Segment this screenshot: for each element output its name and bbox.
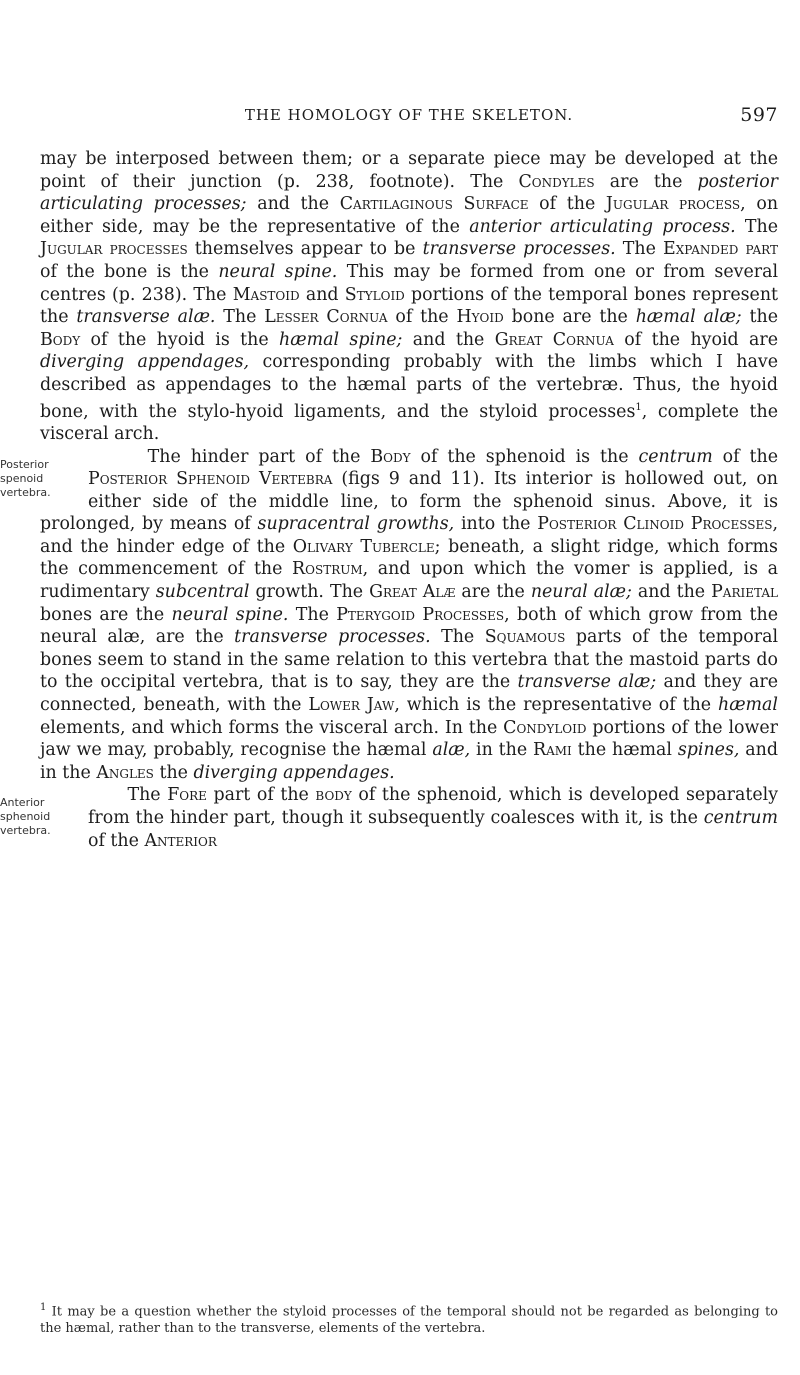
- paragraph-3: Anterior sphenoid vertebra. The Fore part of the body of the sphenoid, which is developed separately from the hinder part, though it subsequently coalesces with it, is the centrum of the Anterior: [0, 785, 779, 851]
- page-number: 597: [740, 104, 778, 126]
- running-header: [40, 106, 778, 132]
- footnote-reference[interactable]: 1: [635, 401, 642, 413]
- sidenote-posterior-sphenoid: Posterior spenoid vertebra.: [0, 457, 51, 499]
- body-text: [0, 148, 779, 852]
- footnote-text: It may be a question whether the styloid processes of the temporal should not be regarded as belonging to the hæmal, rather than to the transverse, elements of the vertebra.: [40, 1304, 778, 1337]
- paragraph-2: Posterior spenoid vertebra. The hinder part of the Body of the sphenoid is the centrum of the Posterior Sphenoid Vertebra (figs 9 and 11). Its interior is hollowed out, on either side of the middle line, to form the sphenoid sinus. Above, it is prolonged, by means of supracentral growths, into the Posterior Clinoid Processes, and the hinder edge of the Olivary Tubercle; beneath, a slight ridge, which forms the commencement of the Rostrum, and upon which the vomer is applied, is a rudimentary subcentral growth. The Great Alæ are the neural alæ; and the Parietal bones are the neural spine. The Pterygoid Processes, both of which grow from the neural alæ, are the transverse processes. The Squamous parts of the temporal bones seem to stand in the same relation to this vertebra that the mastoid parts do to the occipital vertebra, that is to say, they are the transverse alæ; and they are connected, beneath, with the Lower Jaw, which is the representative of the hæmal elements, and which forms the visceral arch. In the Condyloid portions of the lower jaw we may, probably, recognise the hæmal alæ, in the Rami the hæmal spines, and in the Angles the diverging appendages.: [0, 446, 779, 783]
- footnote: [40, 1299, 778, 1337]
- running-title: THE HOMOLOGY OF THE SKELETON.: [244, 106, 574, 124]
- footnote-mark: 1: [40, 1302, 47, 1313]
- sidenote-anterior-sphenoid: Anterior sphenoid vertebra.: [0, 796, 51, 838]
- paragraph-1: may be interposed between them; or a separate piece may be developed at the point of their junction (p. 238, footnote). The Condyles are the posterior articulating processes; and the Cartilaginous Surface of the Jugular process, on either side, may be the representative of the anterior articulating process. The Jugular processes themselves appear to be transverse processes. The Expanded part of the bone is the neural spine. This may be formed from one or from several centres (p. 238). The Mastoid and Styloid portions of the temporal bones represent the transverse alæ. The Lesser Cornua of the Hyoid bone are the hæmal alæ; the Body of the hyoid is the hæmal spine; and the Great Cornua of the hyoid are diverging appendages, corresponding probably with the limbs which I have described as appendages to the hæmal parts of the vertebræ. Thus, the hyoid bone, with the stylo-hyoid ligaments, and the styloid processes$^1$, complete the visceral arch.: [40, 149, 779, 444]
